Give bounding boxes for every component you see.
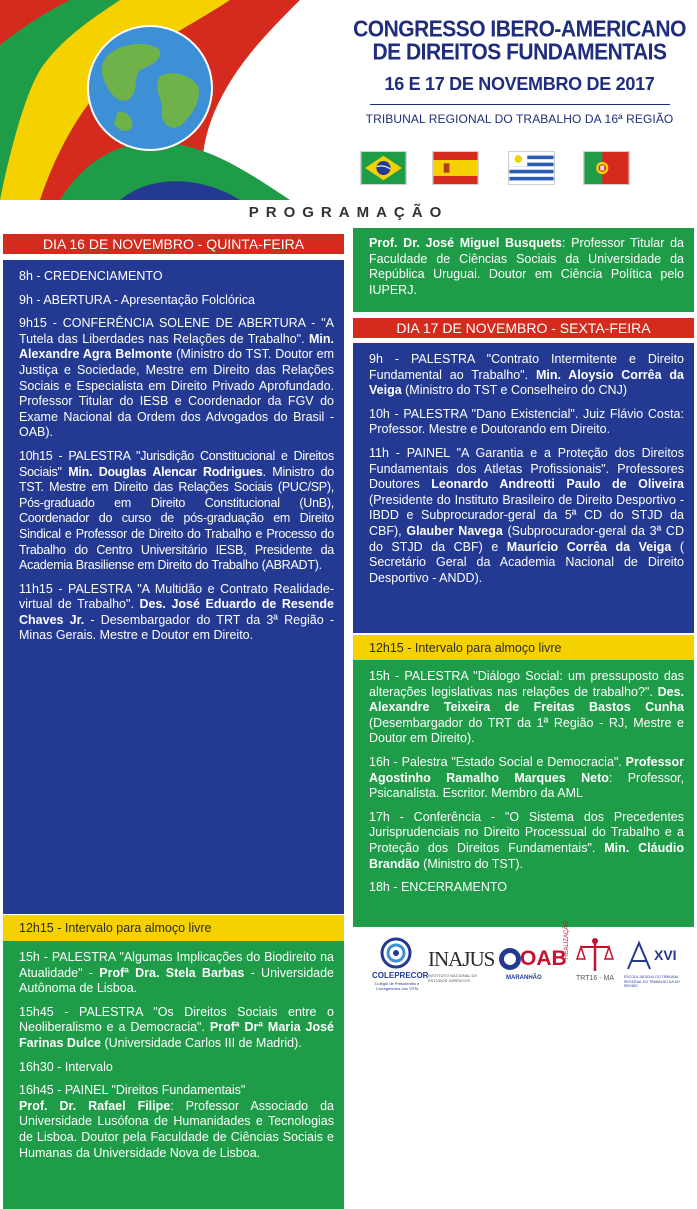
day1-afternoon-panel: [3, 941, 344, 1209]
schedule-item: 18h - ENCERRAMENTO: [369, 880, 507, 895]
day2-lunch-interval: 12h15 - Intervalo para almoço livre: [353, 635, 694, 661]
day1-lunch-interval: 12h15 - Intervalo para almoço livre: [3, 915, 344, 941]
event-venue: TRIBUNAL REGIONAL DO TRABALHO DA 16ª REGIÃO: [365, 112, 674, 126]
schedule-item: Prof. Dr. José Miguel Busquets: Professor Titular da Faculdade de Ciências Sociais da Universidade da República Uruguai. Doutor em Ciência Política pelo IUPERJ.: [369, 236, 684, 297]
schedule-item: 11h15 - PALESTRA "A Multidão e Contrato Realidade-virtual de Trabalho". Des. José Eduardo de Resende Chaves Jr. - Desembargador do TRT da 3ª Região - Minas Gerais. Mestre e Doutor em Direito.: [19, 581, 335, 643]
xvi-logo-text: XVI: [654, 947, 677, 963]
programacao-heading: PROGRAMAÇÃO: [248, 204, 449, 221]
schedule-item: 15h - PALESTRA "Algumas Implicações do Biodireito na Atualidade" - Profª Dra. Stela Barbas - Universidade Autônoma de Lisboa.: [19, 950, 334, 996]
inajus-logo-text: INAJUS: [428, 947, 495, 971]
country-flags: [360, 151, 680, 185]
schedule-item: 10h - PALESTRA "Dano Existencial". Juiz Flávio Costa: Professor. Mestre e Doutorando em Direito.: [369, 406, 684, 437]
schedule-item: 11h - PAINEL "A Garantia e a Proteção dos Direitos Fundamentais dos Atletas Profissionais". Professores Doutores Leonardo Andreotti Paulo de Oliveira (Presidente do Instituto Brasileiro de Direito Desportivo - IBDD e Subprocurador-geral da 5ª CD do STJD da CBF), Glauber Navega (Subprocurador-geral da 3ª CD do STJD da CBF) e Maurício Corrêa da Veiga ( Secretário Geral da Academia Nacional de Direito Desportivo - ANDD).: [369, 445, 684, 585]
schedule-item: 16h30 - Intervalo: [19, 1059, 113, 1074]
schedule-item: 9h15 - CONFERÊNCIA SOLENE DE ABERTURA - "A Tutela das Liberdades nas Relações de Trabalho". Min. Alexandre Agra Belmonte (Ministro do TST. Doutor em Justiça e Sociedade, Mestre em Direito das Relações Sociais e Especialista em Direito Privado Aprofundado. Professor Titular do IESB e Coordenador da FGV do Exame Nacional da Ordem dos Advogados do Brasil - OAB).: [19, 316, 334, 440]
spain-flag-icon: [432, 151, 479, 185]
portugal-flag-icon: [583, 151, 630, 185]
escola-judicial-logo-icon: [626, 941, 652, 971]
brazil-flag-icon: [360, 151, 407, 185]
schedule-item: 15h - PALESTRA "Diálogo Social: um pressuposto das alterações legislativas nas relações de trabalho?". Des. Alexandre Teixeira de Freitas Bastos Cunha (Desembargador do TRT da 1ª Região - RJ, Mestre e Doutor em Direito).: [369, 669, 684, 746]
sponsor-logos: [372, 920, 694, 997]
day2-heading: DIA 17 DE NOVEMBRO - SEXTA-FEIRA: [353, 318, 694, 338]
schedule-item: 15h45 - PALESTRA "Os Direitos Sociais entre o Neoliberalismo e a Democracia". Profª Drª Maria José Farinas Dulce (Universidade Carlos III de Madrid).: [19, 1004, 334, 1050]
colepprecor-logo-icon: [376, 937, 416, 969]
day2-morning-panel: [353, 343, 694, 633]
oab-logo-icon: [498, 947, 522, 971]
uruguay-flag-icon: [508, 151, 555, 185]
panel-continuation: [353, 228, 694, 312]
globe-swoosh-graphic: [0, 0, 340, 200]
colepprecor-logo-subtext: Colégio de Presidentes e Corregedores dos TRTs: [374, 981, 420, 991]
schedule-item: 9h - ABERTURA - Apresentação Folclórica: [19, 292, 255, 307]
schedule-item: 9h - PALESTRA "Contrato Intermitente e Direito Fundamental ao Trabalho". Min. Aloysio Corrêa da Veiga (Ministro do TST e Conselheiro do CNJ): [369, 352, 685, 398]
trt16-logo-icon: [576, 937, 614, 973]
schedule-item: 16h45 - PAINEL "Direitos Fundamentais" Prof. Dr. Rafael Filipe: Professor Associado da Universidade Lusófona de Humanidades e Tecnologias de Lisboa. Doutor pela Faculdade de Ciências Sociais e Humanas da Universidade Nova de Lisboa.: [19, 1083, 334, 1160]
title-divider: [370, 104, 670, 105]
oab-logo-text: OAB: [520, 947, 567, 970]
trt16-logo-text: TRT16 - MA: [576, 975, 614, 982]
inajus-logo-subtext: INSTITUTO NACIONAL DE ESTUDOS JURÍDICOS: [428, 973, 478, 983]
schedule-item: 16h - Palestra "Estado Social e Democracia". Professor Agostinho Ramalho Marques Neto: Professor, Psicanalista. Escritor. Membro da AML: [369, 754, 684, 801]
header: [0, 0, 697, 200]
oab-logo-subtext: MARANHÃO: [506, 975, 542, 981]
day2-afternoon-panel: [353, 660, 694, 927]
colepprecor-logo-text: COLEPRECOR: [372, 971, 429, 980]
event-dates: 16 E 17 DE NOVEMBRO DE 2017: [384, 74, 655, 94]
schedule-item: 10h15 - PALESTRA "Jurisdição Constitucional e Direitos Sociais" Min. Douglas Alencar Rodrigues. Ministro do TST. Mestre em Direito das Relações Sociais (PUC/SP), Pós-graduado em Direito Constitucional (UnB), Coordenador do curso de pós-graduação em Direito Sindical e Professor de Direito do Trabalho e Processo do Trabalho do Centro Universitário IESB, Presidente da Academia Brasiliense em Direito do Trabalho (ABRADT).: [19, 448, 334, 573]
event-title-line-1: CONGRESSO IBERO-AMERICANO: [353, 17, 686, 42]
schedule-item: 8h - CREDENCIAMENTO: [19, 269, 163, 283]
day1-morning-panel: [3, 260, 344, 914]
event-title-block: [352, 18, 687, 126]
escola-judicial-logo-text: ESCOLA JUDICIAL DO TRIBUNAL REGIONAL DO TRABALHO DA 16ª REGIÃO: [624, 975, 680, 988]
schedule-item: 17h - Conferência - "O Sistema dos Precedentes Jurisprudenciais no Direito Processual do Trabalho e a Proteção dos Direitos Fundamentais". Min. Cláudio Brandão (Ministro do TST).: [369, 809, 684, 871]
event-title-line-2: DE DIREITOS FUNDAMENTAIS: [372, 40, 667, 65]
day1-heading: DIA 16 DE NOVEMBRO - QUINTA-FEIRA: [3, 234, 344, 254]
realizacao-label: REALIZAÇÃO: [564, 920, 570, 959]
